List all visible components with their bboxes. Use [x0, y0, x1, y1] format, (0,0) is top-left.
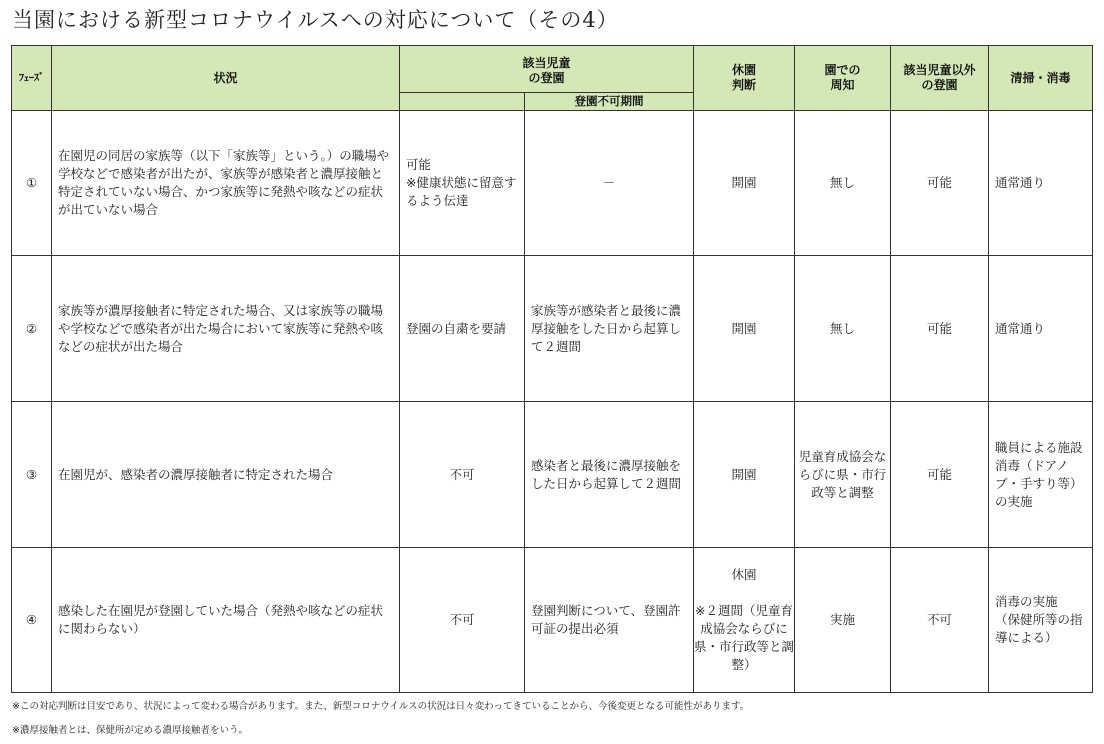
cleaning-cell: 通常通り — [989, 111, 1093, 256]
period-cell: 家族等が感染者と最後に濃厚接触をした日から起算して２週間 — [525, 256, 694, 402]
table-row — [12, 256, 1093, 402]
others-attendance-cell: 可能 — [891, 256, 989, 402]
period-cell: 登園判断について、登園許可証の提出必須 — [525, 548, 694, 693]
situation-cell: 在園児の同居の家族等（以下「家族等」という。）の職場や学校などで感染者が出たが、家族等が感染者と濃厚接触と特定されていない場合、かつ家族等に発熱や咳などの症状が出ていない場合 — [52, 111, 400, 256]
header-others-attendance: 該当児童以外 の登園 — [891, 46, 989, 111]
table-row — [12, 548, 1093, 693]
closure-cell: 開園 — [694, 111, 795, 256]
closure-cell: 開園 — [694, 256, 795, 402]
note-disclaimer: ※この対応判断は目安であり、状況によって変わる場合があります。また、新型コロナウイルスの状況は日々変わってきていることから、今後変更となる可能性があります。 — [12, 701, 750, 712]
attendance-cell: 登園の自粛を要請 — [400, 256, 525, 402]
header-suspension-period: 登園不可期間 — [525, 93, 694, 111]
situation-cell: 家族等が濃厚接触者に特定された場合、又は家族等の職場や学校などで感染者が出た場合において家族等に発熱や咳などの症状が出た場合 — [52, 256, 400, 402]
header-attendance-spacer — [400, 93, 525, 111]
cleaning-cell: 通常通り — [989, 256, 1093, 402]
notice-cell: 実施 — [795, 548, 891, 693]
notice-cell: 無し — [795, 256, 891, 402]
header-closure: 休園 判断 — [694, 46, 795, 111]
others-attendance-cell: 可能 — [891, 111, 989, 256]
header-situation: 状況 — [52, 46, 400, 111]
phase-cell: ③ — [12, 402, 52, 548]
situation-cell: 在園児が、感染者の濃厚接触者に特定された場合 — [52, 402, 400, 548]
closure-cell: 開園 — [694, 402, 795, 548]
header-attendance: 該当児童 の登園 — [400, 46, 694, 93]
header-phase: ﾌｪｰｽﾞ — [12, 46, 52, 111]
notice-cell: 無し — [795, 111, 891, 256]
note-close-contact-definition: ※濃厚接触者とは、保健所が定める濃厚接触者をいう。 — [12, 725, 248, 736]
page-title: 当園における新型コロナウイルスへの対応について（その4） — [12, 8, 619, 32]
header-cleaning: 清掃・消毒 — [989, 46, 1093, 111]
others-attendance-cell: 不可 — [891, 548, 989, 693]
closure-cell: 休園 ※２週間（児童育成協会ならびに県・市行政等と調整） — [694, 548, 795, 693]
phase-cell: ② — [12, 256, 52, 402]
header-notice: 園での 周知 — [795, 46, 891, 111]
attendance-cell: 不可 — [400, 402, 525, 548]
cleaning-cell: 職員による施設消毒（ドアノブ・手すり等）の実施 — [989, 402, 1093, 548]
period-cell: － — [525, 111, 694, 256]
phase-cell: ④ — [12, 548, 52, 693]
response-table — [11, 45, 1093, 693]
others-attendance-cell: 可能 — [891, 402, 989, 548]
cleaning-cell: 消毒の実施 （保健所等の指導による） — [989, 548, 1093, 693]
notice-cell: 児童育成協会ならびに県・市行政等と調整 — [795, 402, 891, 548]
situation-cell: 感染した在園児が登園していた場合（発熱や咳などの症状に関わらない） — [52, 548, 400, 693]
table-row — [12, 402, 1093, 548]
attendance-cell: 不可 — [400, 548, 525, 693]
phase-cell: ① — [12, 111, 52, 256]
attendance-cell: 可能 ※健康状態に留意するよう伝達 — [400, 111, 525, 256]
period-cell: 感染者と最後に濃厚接触をした日から起算して２週間 — [525, 402, 694, 548]
table-row — [12, 111, 1093, 256]
